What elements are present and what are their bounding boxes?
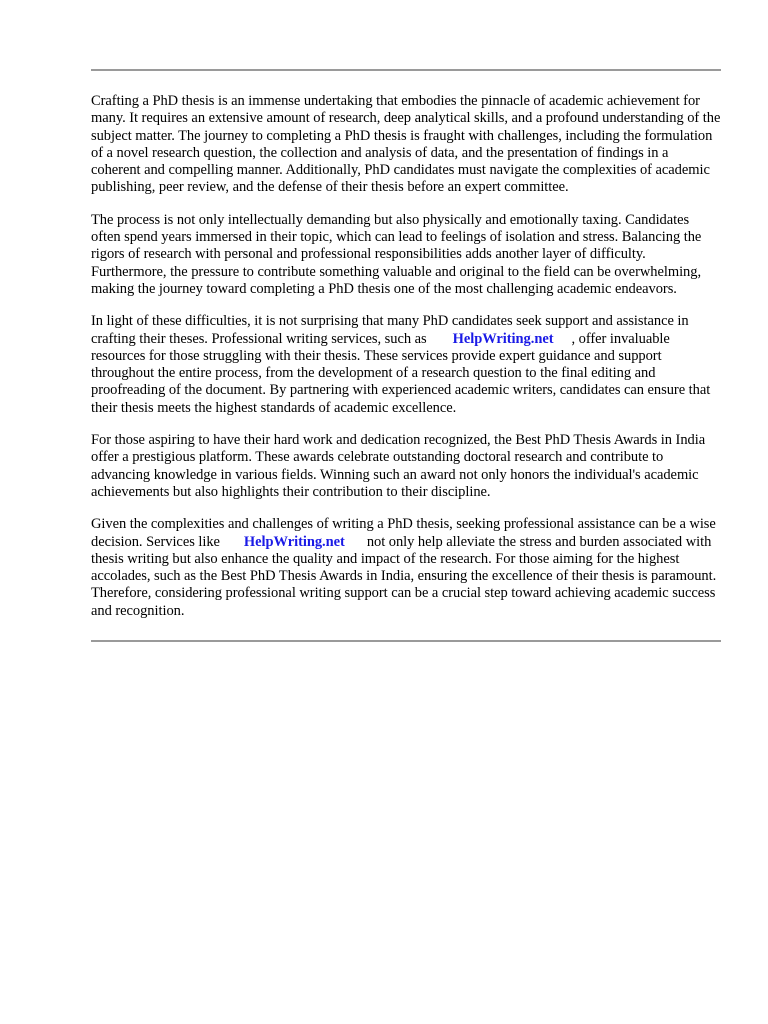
helpwriting-link-2[interactable]: HelpWriting.net <box>243 533 345 550</box>
document-body <box>91 71 721 640</box>
paragraph-5-tail: not only help alleviate the stress and burden associated with thesis writing but also enhance the quality and impact of the research. For those aiming for the highest accolades, such as the Best PhD Thesis Awards in India, ensuring the excellence of their thesis is paramount. Therefore, considering professional writing support can be a crucial step toward achieving academic success and recognition. <box>91 533 717 619</box>
document-page <box>91 69 721 642</box>
paragraph-4: For those aspiring to have their hard work and dedication recognized, the Best PhD Thesis Awards in India offer a prestigious platform. These awards celebrate outstanding doctoral research and contribute to advancing knowledge in various fields. Winning such an award not only honors the individual's academic achievements but also highlights their contribution to their discipline. <box>91 432 706 500</box>
paragraph-2: The process is not only intellectually demanding but also physically and emotionally taxing. Candidates often spend years immersed in their topic, which can lead to feelings of isolation and stress. Balancing the rigors of research with personal and professional responsibilities adds another layer of difficulty. Furthermore, the pressure to contribute something valuable and original to the field can be overwhelming, making the journey toward completing a PhD thesis one of the most challenging academic endeavors. <box>91 211 702 297</box>
paragraph-3-tail: , offer invaluable resources for those struggling with their thesis. These services provide expert guidance and support throughout the entire process, from the development of a research question to the final editing and proofreading of the document. By partnering with experienced academic writers, candidates can ensure that their thesis meets the highest standards of academic excellence. <box>91 330 711 416</box>
bottom-divider <box>91 640 721 642</box>
paragraph-1: Crafting a PhD thesis is an immense undertaking that embodies the pinnacle of academic achievement for many. It requires an extensive amount of research, deep analytical skills, and a profound understanding of the subject matter. The journey to completing a PhD thesis is fraught with challenges, including the formulation of a novel research question, the collection and analysis of data, and the presentation of findings in a coherent and compelling manner. Additionally, PhD candidates must navigate the complexities of academic publishing, peer review, and the defense of their thesis before an expert committee. <box>91 93 721 196</box>
paragraph-5-lead: Given the complexities and challenges of writing a PhD thesis, seeking professional assistance can be a wise decision. Services like <box>91 516 716 550</box>
paragraph-3 <box>91 313 721 417</box>
paragraph-3-lead: In light of these difficulties, it is not surprising that many PhD candidates seek support and assistance in crafting their theses. Professional writing services, such as <box>91 313 689 347</box>
helpwriting-link-1[interactable]: HelpWriting.net <box>452 330 554 347</box>
paragraph-5 <box>91 516 721 620</box>
